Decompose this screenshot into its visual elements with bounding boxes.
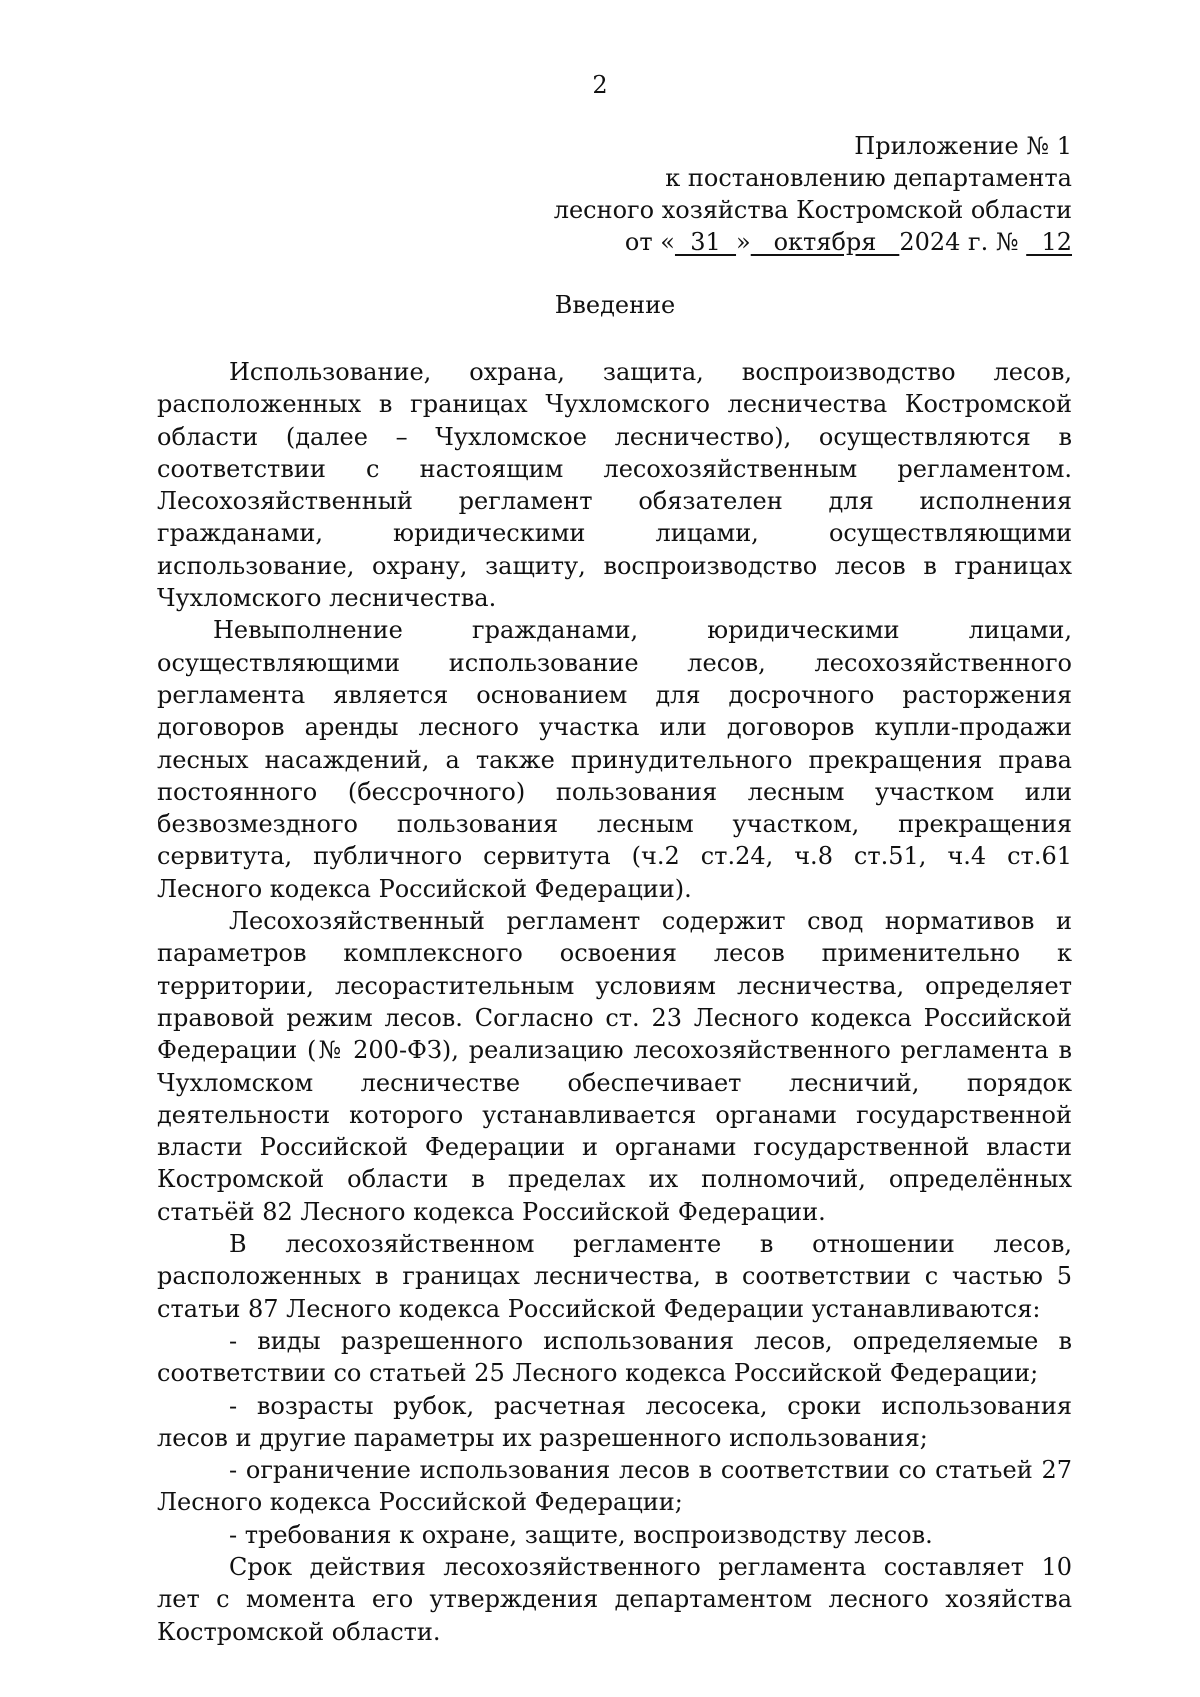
list-item: - виды разрешенного использования лесов, определяемые в соответствии со статьей 25 Лесного кодекса Российской Федерации; [157,1326,1072,1388]
list-item: - возрасты рубок, расчетная лесосека, сроки использования лесов и другие параметры их разрешенного использования; [157,1391,1072,1452]
paragraph: Срок действия лесохозяйственного регламента составляет 10 лет с момента его утверждения департаментом лесного хозяйства Костромской области. [157,1552,1072,1646]
appendix-department-line: лесного хозяйства Костромской области [553,196,1072,224]
list-item: - требования к охране, защите, воспроизводству лесов. [229,1520,933,1549]
body-text [157,356,1072,1648]
resolution-number: 12 [1026,228,1072,256]
section-heading: Введение [554,291,676,319]
list-item: - ограничение использования лесов в соответствии со статьей 27 Лесного кодекса Российской Федерации; [157,1456,1072,1517]
date-prefix: от « [624,228,675,256]
date-year: 2024 г. № [899,228,1027,256]
date-quote-close: » [736,228,751,256]
paragraph: В лесохозяйственном регламенте в отношении лесов, расположенных в границах лесничества, в соответствии с частью 5 статьи 87 Лесного кодекса Российской Федерации устанавливаются: [157,1230,1072,1323]
paragraph: Лесохозяйственный регламент содержит свод нормативов и параметров комплексного освоения лесов применительно к территории, лесорастительным условиям лесничества, определяет правовой режим лесов. Согласно ст. 23 Лесного кодекса Российской Федерации (№ 200-ФЗ), реализацию лесохозяйственного регламента в Чухломском лесничестве обеспечивает лесничий, порядок деятельности которого устанавливается органами государственной власти Российской Федерации и органами государственной власти Костромской области в пределах их полномочий, определённых статьёй 82 Лесного кодекса Российской Федерации. [157,907,1072,1226]
page-number: 2 [592,71,608,99]
appendix-resolution-line: к постановлению департамента [665,164,1072,192]
date-day: 31 [674,228,737,256]
appendix-header [372,130,1072,258]
paragraph: Невыполнение гражданами, юридическими лицами, осуществляющими использование лесов, лесохозяйственного регламента является основанием для досрочного расторжения договоров аренды лесного участка или договоров купли-продажи лесных насаждений, а также принудительного прекращения права постоянного (бессрочного) пользования лесным участком или безвозмездного пользования лесным участком, прекращения сервитута, публичного сервитута (ч.2 ст.24, ч.8 ст.51, ч.4 ст.61 Лесного кодекса Российской Федерации). [157,616,1072,903]
date-month: октября [750,228,900,256]
paragraph: Использование, охрана, защита, воспроизводство лесов, расположенных в границах Чухломского лесничества Костромской области (далее – Чухломское лесничество), осуществляются в соответствии с настоящим лесохозяйственным регламентом. Лесохозяйственный регламент обязателен для исполнения гражданами, юридическими лицами, осуществляющими использование, охрану, защиту, воспроизводство лесов в границах Чухломского лесничества. [157,358,1072,613]
appendix-date-line [372,226,1072,258]
appendix-title: Приложение № 1 [854,132,1072,160]
